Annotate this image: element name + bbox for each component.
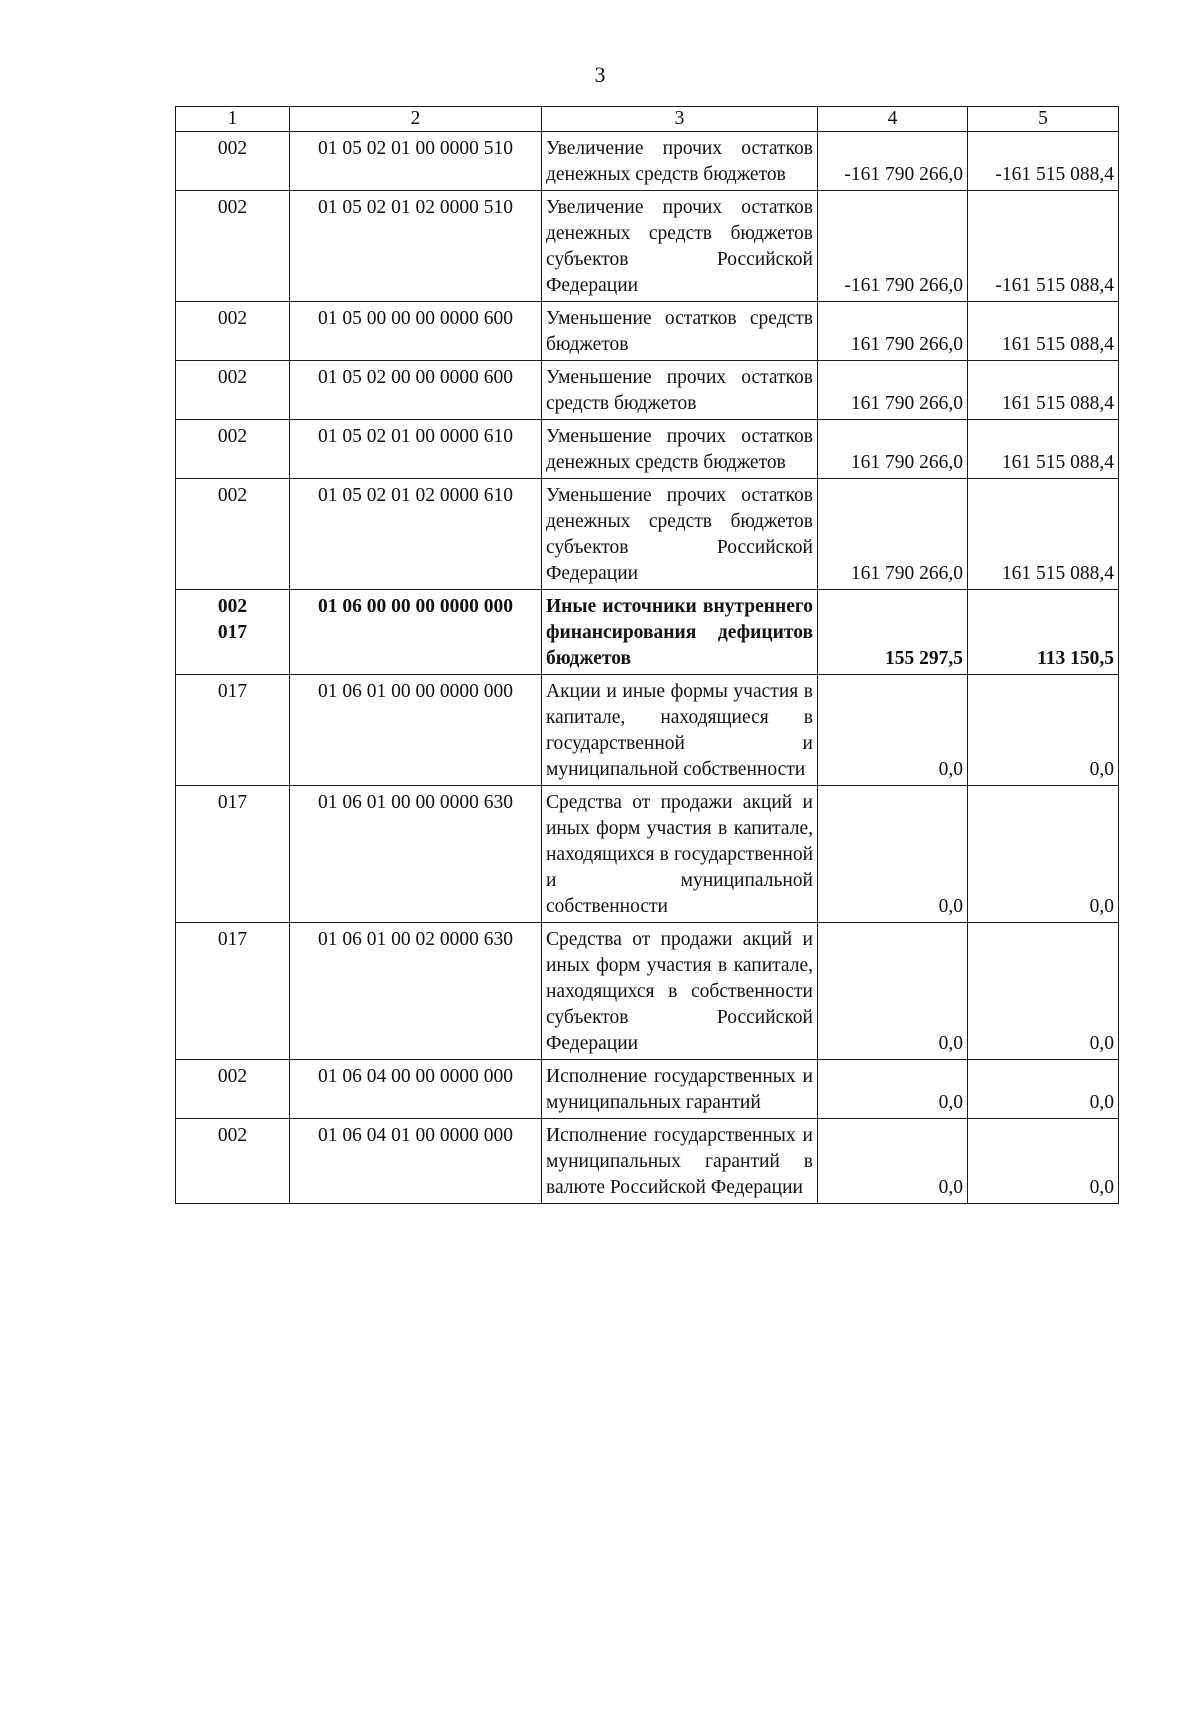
budget-classification-code: 01 05 02 01 02 0000 510 xyxy=(290,191,542,302)
admin-code: 002 xyxy=(217,138,248,159)
admin-code: 017 xyxy=(217,929,248,950)
admin-code: 002 xyxy=(217,485,248,506)
admin-code: 002 xyxy=(217,1066,248,1087)
table-row xyxy=(176,361,1119,420)
budget-classification-code: 01 05 02 01 00 0000 610 xyxy=(290,420,542,479)
admin-code-cell xyxy=(176,923,290,1060)
table-row xyxy=(176,923,1119,1060)
budget-classification-code: 01 06 01 00 02 0000 630 xyxy=(290,923,542,1060)
admin-code-cell xyxy=(176,191,290,302)
header-col-1: 1 xyxy=(176,107,290,132)
amount-year-1: -161 790 266,0 xyxy=(818,191,968,302)
admin-code: 002 xyxy=(217,367,248,388)
table-row xyxy=(176,786,1119,923)
admin-code-cell xyxy=(176,1119,290,1204)
budget-classification-code: 01 05 02 01 02 0000 610 xyxy=(290,479,542,590)
admin-code: 002 xyxy=(217,197,248,218)
budget-sources-table xyxy=(175,106,1119,1204)
amount-year-1: 0,0 xyxy=(818,1060,968,1119)
admin-code-cell xyxy=(176,420,290,479)
source-name: Исполнение государственных и муниципальных гарантий xyxy=(542,1060,818,1119)
table-row xyxy=(176,479,1119,590)
admin-code: 002 xyxy=(217,308,248,329)
source-name: Уменьшение прочих остатков средств бюджетов xyxy=(542,361,818,420)
budget-classification-code: 01 06 01 00 00 0000 630 xyxy=(290,786,542,923)
amount-year-2: -161 515 088,4 xyxy=(968,191,1119,302)
amount-year-2: -161 515 088,4 xyxy=(968,132,1119,191)
amount-year-1: 161 790 266,0 xyxy=(818,302,968,361)
header-col-5: 5 xyxy=(968,107,1119,132)
admin-code-secondary: 017 xyxy=(217,622,248,643)
header-col-3: 3 xyxy=(542,107,818,132)
amount-year-2: 0,0 xyxy=(968,786,1119,923)
amount-year-2: 113 150,5 xyxy=(968,590,1119,675)
amount-year-2: 161 515 088,4 xyxy=(968,479,1119,590)
amount-year-1: 161 790 266,0 xyxy=(818,479,968,590)
amount-year-1: 0,0 xyxy=(818,923,968,1060)
budget-classification-code: 01 06 04 00 00 0000 000 xyxy=(290,1060,542,1119)
amount-year-2: 161 515 088,4 xyxy=(968,302,1119,361)
table-row xyxy=(176,590,1119,675)
table-row xyxy=(176,302,1119,361)
admin-code-cell xyxy=(176,302,290,361)
source-name: Исполнение государственных и муниципальных гарантий в валюте Российской Федерации xyxy=(542,1119,818,1204)
source-name: Увеличение прочих остатков денежных средств бюджетов субъектов Российской Федерации xyxy=(542,191,818,302)
amount-year-2: 0,0 xyxy=(968,1060,1119,1119)
amount-year-1: 161 790 266,0 xyxy=(818,361,968,420)
budget-classification-code: 01 06 00 00 00 0000 000 xyxy=(290,590,542,675)
admin-code: 002 xyxy=(217,1125,248,1146)
source-name: Уменьшение прочих остатков денежных средств бюджетов xyxy=(542,420,818,479)
header-col-4: 4 xyxy=(818,107,968,132)
admin-code-cell xyxy=(176,1060,290,1119)
source-name: Уменьшение прочих остатков денежных средств бюджетов субъектов Российской Федерации xyxy=(542,479,818,590)
amount-year-1: 0,0 xyxy=(818,786,968,923)
admin-code: 017 xyxy=(217,792,248,813)
admin-code: 017 xyxy=(217,681,248,702)
header-col-2: 2 xyxy=(290,107,542,132)
source-name: Средства от продажи акций и иных форм участия в капитале, находящихся в государственной и муниципальной собственности xyxy=(542,786,818,923)
source-name: Увеличение прочих остатков денежных средств бюджетов xyxy=(542,132,818,191)
budget-classification-code: 01 05 02 01 00 0000 510 xyxy=(290,132,542,191)
budget-classification-code: 01 05 02 00 00 0000 600 xyxy=(290,361,542,420)
page-number: 3 xyxy=(594,62,606,87)
table-body xyxy=(176,132,1119,1204)
amount-year-1: 0,0 xyxy=(818,1119,968,1204)
amount-year-2: 0,0 xyxy=(968,1119,1119,1204)
admin-code: 002 xyxy=(217,426,248,447)
admin-code-cell xyxy=(176,132,290,191)
source-name: Уменьшение остатков средств бюджетов xyxy=(542,302,818,361)
admin-code: 002 xyxy=(217,596,248,617)
amount-year-1: 155 297,5 xyxy=(818,590,968,675)
table-row xyxy=(176,132,1119,191)
table-header-row xyxy=(176,107,1119,132)
budget-classification-code: 01 05 00 00 00 0000 600 xyxy=(290,302,542,361)
table-row xyxy=(176,1119,1119,1204)
admin-code-cell xyxy=(176,590,290,675)
amount-year-2: 161 515 088,4 xyxy=(968,420,1119,479)
source-name: Средства от продажи акций и иных форм участия в капитале, находящихся в собственности субъектов Российской Федерации xyxy=(542,923,818,1060)
source-name: Иные источники внутреннего финансирования дефицитов бюджетов xyxy=(542,590,818,675)
source-name: Акции и иные формы участия в капитале, находящиеся в государственной и муниципальной собственности xyxy=(542,675,818,786)
admin-code-cell xyxy=(176,361,290,420)
table-row xyxy=(176,420,1119,479)
budget-classification-code: 01 06 01 00 00 0000 000 xyxy=(290,675,542,786)
budget-classification-code: 01 06 04 01 00 0000 000 xyxy=(290,1119,542,1204)
table-row xyxy=(176,1060,1119,1119)
admin-code-cell xyxy=(176,675,290,786)
admin-code-cell xyxy=(176,786,290,923)
admin-code-cell xyxy=(176,479,290,590)
amount-year-2: 0,0 xyxy=(968,675,1119,786)
table-row xyxy=(176,675,1119,786)
amount-year-2: 0,0 xyxy=(968,923,1119,1060)
amount-year-1: 161 790 266,0 xyxy=(818,420,968,479)
amount-year-2: 161 515 088,4 xyxy=(968,361,1119,420)
amount-year-1: -161 790 266,0 xyxy=(818,132,968,191)
table-row xyxy=(176,191,1119,302)
amount-year-1: 0,0 xyxy=(818,675,968,786)
